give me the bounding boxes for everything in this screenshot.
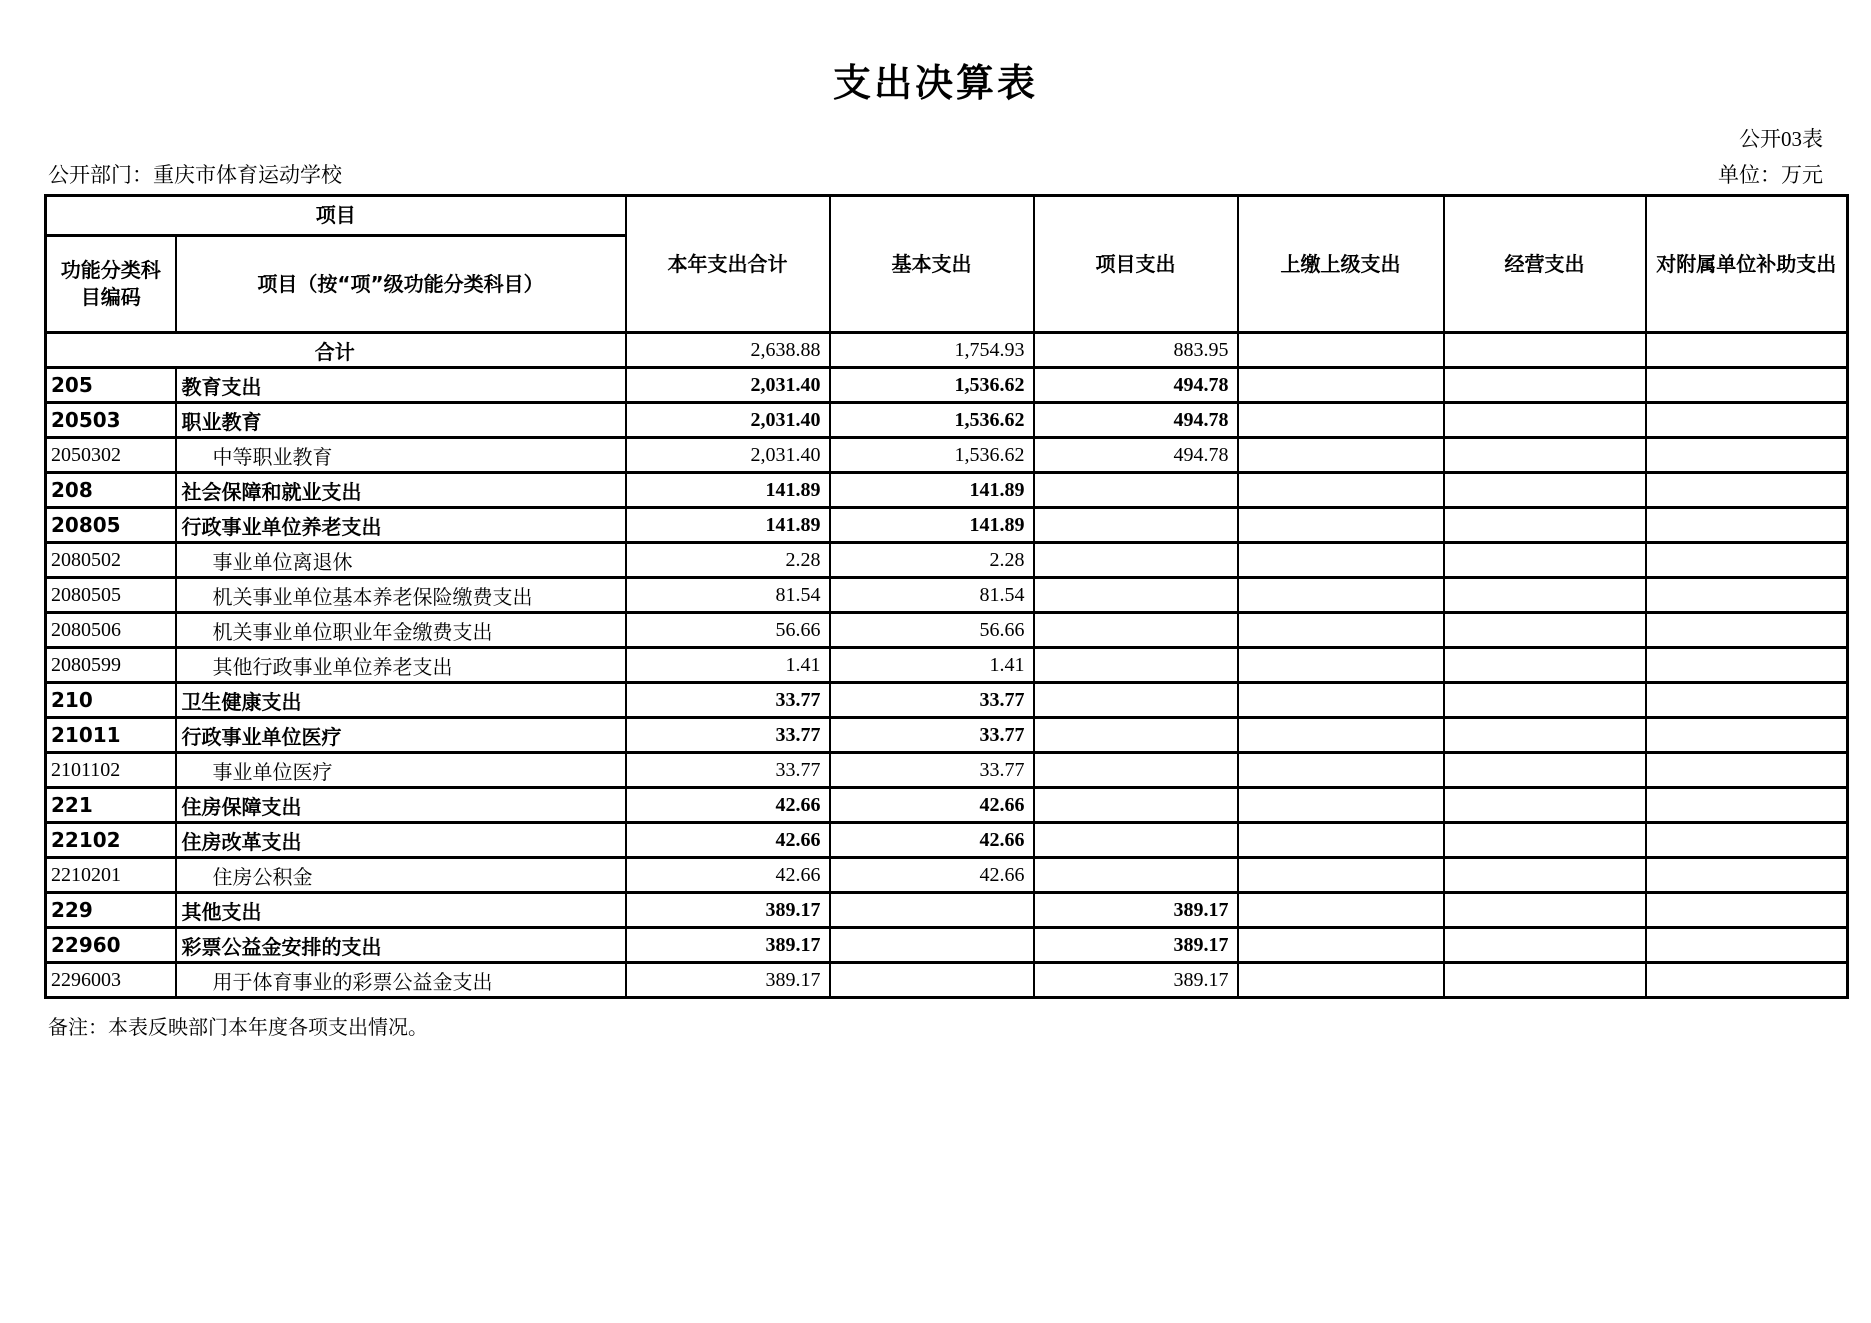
page-title: 支出决算表 xyxy=(832,61,1038,105)
row-value-subsidy xyxy=(1646,823,1848,858)
table-row xyxy=(46,683,1848,718)
header-item: 项目（按“项”级功能分类科目） xyxy=(176,236,626,333)
note-text: 备注：本表反映部门本年度各项支出情况。 xyxy=(48,1017,428,1040)
row-value-project xyxy=(1034,473,1238,508)
row-value-basic: 141.89 xyxy=(830,473,1034,508)
row-value-total: 33.77 xyxy=(626,718,830,753)
row-value-upper xyxy=(1238,578,1444,613)
row-value-subsidy xyxy=(1646,578,1848,613)
row-item-label: 彩票公益金安排的支出 xyxy=(176,928,626,963)
row-value-operating xyxy=(1444,963,1646,998)
row-code: 2210201 xyxy=(46,858,176,893)
row-item-label: 社会保障和就业支出 xyxy=(176,473,626,508)
row-value-subsidy xyxy=(1646,928,1848,963)
row-value-total: 141.89 xyxy=(626,508,830,543)
row-value-upper xyxy=(1238,648,1444,683)
row-value-subsidy xyxy=(1646,508,1848,543)
expenditure-table xyxy=(44,194,1849,999)
row-value-operating xyxy=(1444,753,1646,788)
table-row xyxy=(46,613,1848,648)
table-row xyxy=(46,473,1848,508)
row-code: 2101102 xyxy=(46,753,176,788)
row-value-upper xyxy=(1238,823,1444,858)
table-row xyxy=(46,333,1848,368)
row-value-upper xyxy=(1238,858,1444,893)
row-value-basic: 1,536.62 xyxy=(830,368,1034,403)
row-value-basic: 81.54 xyxy=(830,578,1034,613)
table-row xyxy=(46,578,1848,613)
row-value-subsidy xyxy=(1646,648,1848,683)
row-value-operating xyxy=(1444,368,1646,403)
header-project: 项目支出 xyxy=(1034,196,1238,333)
row-value-subsidy xyxy=(1646,683,1848,718)
header-group-row xyxy=(46,196,1848,236)
row-value-total: 2,031.40 xyxy=(626,438,830,473)
row-item-label: 卫生健康支出 xyxy=(176,683,626,718)
row-value-upper xyxy=(1238,963,1444,998)
row-value-project xyxy=(1034,753,1238,788)
row-value-total: 42.66 xyxy=(626,823,830,858)
row-value-total: 42.66 xyxy=(626,788,830,823)
row-value-operating xyxy=(1444,473,1646,508)
row-value-project: 389.17 xyxy=(1034,893,1238,928)
row-code: 205 xyxy=(46,368,176,403)
table-row xyxy=(46,858,1848,893)
row-value-subsidy xyxy=(1646,963,1848,998)
row-value-operating xyxy=(1444,438,1646,473)
row-value-total: 389.17 xyxy=(626,928,830,963)
row-value-project: 494.78 xyxy=(1034,438,1238,473)
header-operating: 经营支出 xyxy=(1444,196,1646,333)
row-value-upper xyxy=(1238,508,1444,543)
row-item-label: 机关事业单位职业年金缴费支出 xyxy=(176,613,626,648)
row-item-label: 机关事业单位基本养老保险缴费支出 xyxy=(176,578,626,613)
row-value-operating xyxy=(1444,543,1646,578)
row-value-basic xyxy=(830,928,1034,963)
table-header xyxy=(46,196,1848,333)
row-item-label: 合计 xyxy=(46,333,626,368)
row-value-basic: 1.41 xyxy=(830,648,1034,683)
row-value-subsidy xyxy=(1646,788,1848,823)
row-value-project xyxy=(1034,543,1238,578)
row-value-upper xyxy=(1238,788,1444,823)
row-value-subsidy xyxy=(1646,613,1848,648)
header-total: 本年支出合计 xyxy=(626,196,830,333)
row-item-label: 行政事业单位医疗 xyxy=(176,718,626,753)
row-value-basic: 42.66 xyxy=(830,823,1034,858)
row-item-label: 其他行政事业单位养老支出 xyxy=(176,648,626,683)
row-item-label: 事业单位离退休 xyxy=(176,543,626,578)
table-row xyxy=(46,438,1848,473)
table-row xyxy=(46,893,1848,928)
row-value-basic: 2.28 xyxy=(830,543,1034,578)
header-item-group: 项目 xyxy=(46,196,626,236)
row-item-label: 住房改革支出 xyxy=(176,823,626,858)
row-code: 2050302 xyxy=(46,438,176,473)
row-value-basic xyxy=(830,893,1034,928)
department-label: 公开部门：重庆市体育运动学校 xyxy=(48,163,342,188)
row-value-upper xyxy=(1238,543,1444,578)
row-value-upper xyxy=(1238,333,1444,368)
row-value-project xyxy=(1034,613,1238,648)
row-value-upper xyxy=(1238,368,1444,403)
row-value-subsidy xyxy=(1646,403,1848,438)
row-code: 221 xyxy=(46,788,176,823)
row-value-subsidy xyxy=(1646,368,1848,403)
row-value-total: 42.66 xyxy=(626,858,830,893)
row-value-upper xyxy=(1238,893,1444,928)
row-code: 2080505 xyxy=(46,578,176,613)
row-value-subsidy xyxy=(1646,543,1848,578)
row-value-basic: 1,536.62 xyxy=(830,438,1034,473)
row-code: 210 xyxy=(46,683,176,718)
row-code: 22102 xyxy=(46,823,176,858)
row-code: 2080599 xyxy=(46,648,176,683)
row-value-upper xyxy=(1238,613,1444,648)
header-basic: 基本支出 xyxy=(830,196,1034,333)
row-item-label: 教育支出 xyxy=(176,368,626,403)
row-value-total: 2,031.40 xyxy=(626,368,830,403)
row-item-label: 行政事业单位养老支出 xyxy=(176,508,626,543)
row-value-total: 2.28 xyxy=(626,543,830,578)
row-value-subsidy xyxy=(1646,333,1848,368)
row-code: 2080506 xyxy=(46,613,176,648)
row-value-upper xyxy=(1238,683,1444,718)
row-value-project xyxy=(1034,718,1238,753)
row-item-label: 住房保障支出 xyxy=(176,788,626,823)
table-row xyxy=(46,753,1848,788)
row-value-subsidy xyxy=(1646,718,1848,753)
table-row xyxy=(46,963,1848,998)
row-value-total: 389.17 xyxy=(626,963,830,998)
row-value-project xyxy=(1034,508,1238,543)
row-value-subsidy xyxy=(1646,753,1848,788)
row-code: 22960 xyxy=(46,928,176,963)
row-value-upper xyxy=(1238,438,1444,473)
row-value-operating xyxy=(1444,648,1646,683)
row-code: 20805 xyxy=(46,508,176,543)
header-upper: 上缴上级支出 xyxy=(1238,196,1444,333)
row-item-label: 其他支出 xyxy=(176,893,626,928)
row-value-upper xyxy=(1238,718,1444,753)
row-code: 21011 xyxy=(46,718,176,753)
row-code: 2296003 xyxy=(46,963,176,998)
row-value-total: 2,031.40 xyxy=(626,403,830,438)
row-value-project: 389.17 xyxy=(1034,963,1238,998)
table-row xyxy=(46,718,1848,753)
row-value-project xyxy=(1034,683,1238,718)
table-row xyxy=(46,543,1848,578)
row-value-operating xyxy=(1444,823,1646,858)
row-value-project xyxy=(1034,858,1238,893)
row-value-upper xyxy=(1238,928,1444,963)
table-row xyxy=(46,508,1848,543)
row-value-operating xyxy=(1444,403,1646,438)
row-value-total: 2,638.88 xyxy=(626,333,830,368)
row-value-upper xyxy=(1238,753,1444,788)
row-value-basic: 56.66 xyxy=(830,613,1034,648)
header-code: 功能分类科目编码 xyxy=(46,236,176,333)
row-code: 20503 xyxy=(46,403,176,438)
row-value-operating xyxy=(1444,718,1646,753)
row-code: 208 xyxy=(46,473,176,508)
row-value-basic: 42.66 xyxy=(830,858,1034,893)
row-value-basic xyxy=(830,963,1034,998)
row-value-total: 81.54 xyxy=(626,578,830,613)
row-value-total: 389.17 xyxy=(626,893,830,928)
row-value-basic: 33.77 xyxy=(830,683,1034,718)
row-value-project: 494.78 xyxy=(1034,403,1238,438)
header-subsidy: 对附属单位补助支出 xyxy=(1646,196,1848,333)
row-value-basic: 33.77 xyxy=(830,718,1034,753)
row-value-operating xyxy=(1444,333,1646,368)
row-item-label: 住房公积金 xyxy=(176,858,626,893)
row-value-operating xyxy=(1444,788,1646,823)
row-value-operating xyxy=(1444,683,1646,718)
row-code: 2080502 xyxy=(46,543,176,578)
table-row xyxy=(46,403,1848,438)
form-number: 公开03表 xyxy=(1739,127,1823,151)
row-value-basic: 33.77 xyxy=(830,753,1034,788)
row-value-upper xyxy=(1238,403,1444,438)
row-value-operating xyxy=(1444,928,1646,963)
row-value-upper xyxy=(1238,473,1444,508)
row-value-total: 56.66 xyxy=(626,613,830,648)
unit-label: 单位：万元 xyxy=(1718,163,1823,188)
row-value-project xyxy=(1034,648,1238,683)
row-item-label: 职业教育 xyxy=(176,403,626,438)
row-value-total: 33.77 xyxy=(626,753,830,788)
table-row xyxy=(46,823,1848,858)
row-value-basic: 141.89 xyxy=(830,508,1034,543)
row-value-operating xyxy=(1444,858,1646,893)
row-value-operating xyxy=(1444,613,1646,648)
row-value-subsidy xyxy=(1646,893,1848,928)
row-item-label: 用于体育事业的彩票公益金支出 xyxy=(176,963,626,998)
row-value-total: 33.77 xyxy=(626,683,830,718)
row-item-label: 事业单位医疗 xyxy=(176,753,626,788)
table-body xyxy=(46,333,1848,998)
row-value-basic: 42.66 xyxy=(830,788,1034,823)
meta-row xyxy=(0,163,1871,188)
row-value-operating xyxy=(1444,508,1646,543)
table-row xyxy=(46,928,1848,963)
row-value-project: 883.95 xyxy=(1034,333,1238,368)
row-value-basic: 1,536.62 xyxy=(830,403,1034,438)
row-value-subsidy xyxy=(1646,473,1848,508)
row-code: 229 xyxy=(46,893,176,928)
table-row xyxy=(46,368,1848,403)
row-value-total: 141.89 xyxy=(626,473,830,508)
row-value-basic: 1,754.93 xyxy=(830,333,1034,368)
row-value-project: 494.78 xyxy=(1034,368,1238,403)
row-value-project: 389.17 xyxy=(1034,928,1238,963)
row-value-subsidy xyxy=(1646,438,1848,473)
table-row xyxy=(46,788,1848,823)
table-row xyxy=(46,648,1848,683)
row-value-subsidy xyxy=(1646,858,1848,893)
row-value-total: 1.41 xyxy=(626,648,830,683)
row-value-operating xyxy=(1444,578,1646,613)
row-value-project xyxy=(1034,823,1238,858)
row-value-project xyxy=(1034,788,1238,823)
row-item-label: 中等职业教育 xyxy=(176,438,626,473)
row-value-project xyxy=(1034,578,1238,613)
row-value-operating xyxy=(1444,893,1646,928)
